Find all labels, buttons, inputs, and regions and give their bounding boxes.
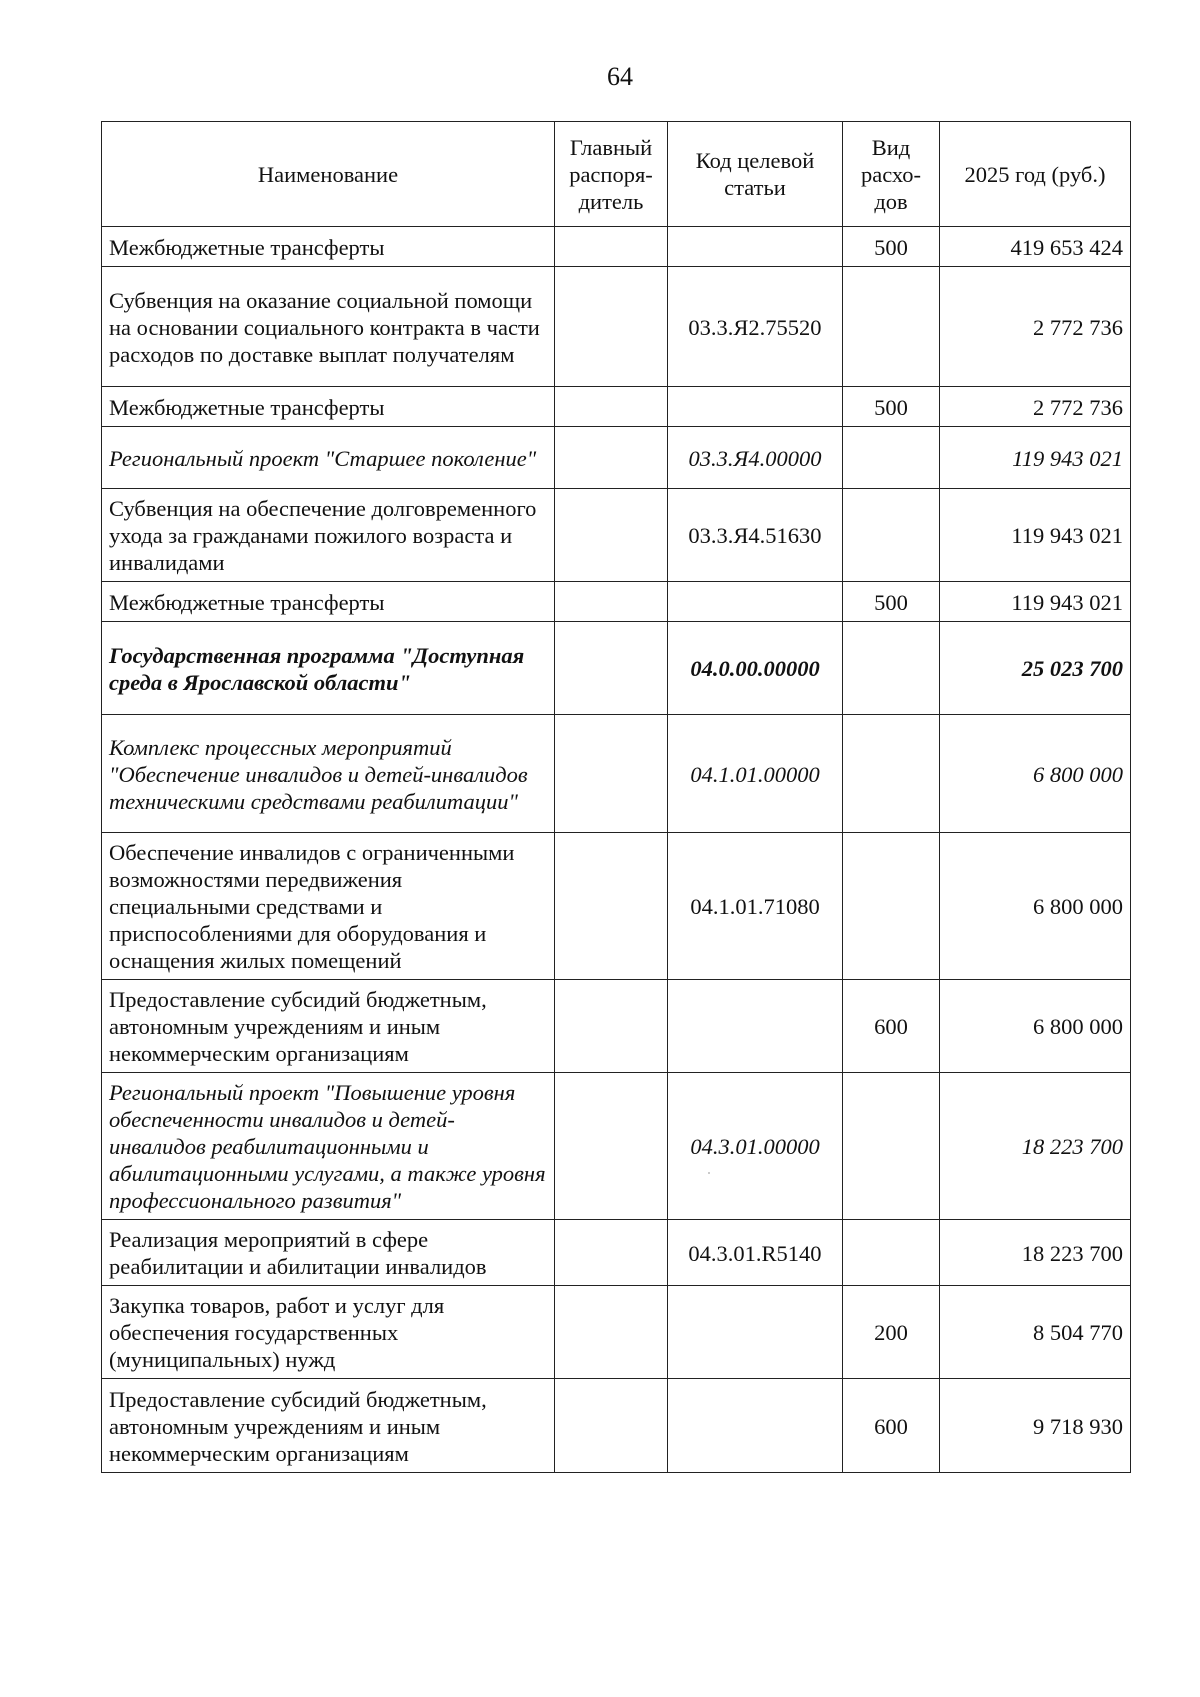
row-admin-cell [555, 1073, 668, 1220]
row-amount-cell: 6 800 000 [940, 833, 1131, 980]
row-amount-cell: 18 223 700 [940, 1220, 1131, 1286]
row-name-cell: Региональный проект "Повышение уровня обеспеченности инвалидов и детей-инвалидов реабилитационными и абилитационными услугами, а также уровня профессионального развития" [102, 1073, 555, 1220]
row-name-cell: Предоставление субсидий бюджетным, автономным учреждениям и иным некоммерческим организациям [102, 980, 555, 1073]
row-amount-cell: 119 943 021 [940, 582, 1131, 622]
row-code-cell: 04.3.01.R5140 [668, 1220, 843, 1286]
table-row [102, 267, 1131, 387]
row-admin-cell [555, 1286, 668, 1379]
row-amount-cell: 2 772 736 [940, 267, 1131, 387]
row-type-cell [843, 427, 940, 489]
row-admin-cell [555, 582, 668, 622]
row-type-cell: 500 [843, 387, 940, 427]
table-row [102, 582, 1131, 622]
row-name-cell: Межбюджетные трансферты [102, 582, 555, 622]
row-type-cell [843, 715, 940, 833]
row-code-cell: 04.3.01.00000 [668, 1073, 843, 1220]
row-type-cell: 200 [843, 1286, 940, 1379]
row-type-cell [843, 1220, 940, 1286]
row-type-cell [843, 489, 940, 582]
row-code-cell [668, 1286, 843, 1379]
row-code-cell: 04.0.00.00000 [668, 622, 843, 715]
row-name-cell: Субвенция на оказание социальной помощи на основании социального контракта в части расходов по доставке выплат получателям [102, 267, 555, 387]
row-code-cell [668, 227, 843, 267]
row-admin-cell [555, 622, 668, 715]
table-row [102, 387, 1131, 427]
row-code-cell [668, 980, 843, 1073]
table-row [102, 1220, 1131, 1286]
row-amount-cell: 6 800 000 [940, 715, 1131, 833]
row-name-cell: Государственная программа "Доступная среда в Ярославской области" [102, 622, 555, 715]
row-admin-cell [555, 1220, 668, 1286]
row-code-cell: 04.1.01.71080 [668, 833, 843, 980]
row-amount-cell: 18 223 700 [940, 1073, 1131, 1220]
table-row [102, 622, 1131, 715]
table-row [102, 1379, 1131, 1473]
row-admin-cell [555, 980, 668, 1073]
table-row [102, 489, 1131, 582]
table-row [102, 1286, 1131, 1379]
row-name-cell: Комплекс процессных мероприятий "Обеспечение инвалидов и детей-инвалидов техническими средствами реабилитации" [102, 715, 555, 833]
row-amount-cell: 9 718 930 [940, 1379, 1131, 1473]
row-code-cell: 04.1.01.00000 [668, 715, 843, 833]
row-admin-cell [555, 1379, 668, 1473]
budget-table [101, 121, 1131, 1473]
row-admin-cell [555, 427, 668, 489]
row-code-cell [668, 582, 843, 622]
header-amount: 2025 год (руб.) [940, 122, 1131, 227]
row-amount-cell: 8 504 770 [940, 1286, 1131, 1379]
row-type-cell [843, 267, 940, 387]
row-admin-cell [555, 715, 668, 833]
row-name-cell: Межбюджетные трансферты [102, 227, 555, 267]
table-row [102, 227, 1131, 267]
row-type-cell [843, 1073, 940, 1220]
row-admin-cell [555, 489, 668, 582]
row-type-cell: 600 [843, 1379, 940, 1473]
row-admin-cell [555, 227, 668, 267]
header-admin: Главный распоря-дитель [555, 122, 668, 227]
row-name-cell: Региональный проект "Старшее поколение" [102, 427, 555, 489]
row-amount-cell: 6 800 000 [940, 980, 1131, 1073]
row-code-cell [668, 1379, 843, 1473]
row-name-cell: Предоставление субсидий бюджетным, автономным учреждениям и иным некоммерческим организациям [102, 1379, 555, 1473]
row-code-cell: 03.3.Я4.51630 [668, 489, 843, 582]
table-body [102, 227, 1131, 1473]
row-admin-cell [555, 267, 668, 387]
table-row [102, 715, 1131, 833]
row-type-cell [843, 833, 940, 980]
row-type-cell [843, 622, 940, 715]
page-number: 64 [607, 62, 633, 91]
row-name-cell: Межбюджетные трансферты [102, 387, 555, 427]
row-type-cell: 600 [843, 980, 940, 1073]
row-name-cell: Реализация мероприятий в сфере реабилитации и абилитации инвалидов [102, 1220, 555, 1286]
header-code: Код целевой статьи [668, 122, 843, 227]
row-amount-cell: 119 943 021 [940, 427, 1131, 489]
scan-speck [708, 1172, 710, 1174]
header-name: Наименование [102, 122, 555, 227]
row-amount-cell: 119 943 021 [940, 489, 1131, 582]
row-amount-cell: 419 653 424 [940, 227, 1131, 267]
row-code-cell: 03.3.Я4.00000 [668, 427, 843, 489]
table-header-row [102, 122, 1131, 227]
row-name-cell: Субвенция на обеспечение долговременного ухода за гражданами пожилого возраста и инвалидами [102, 489, 555, 582]
row-name-cell: Закупка товаров, работ и услуг для обеспечения государственных (муниципальных) нужд [102, 1286, 555, 1379]
table-row [102, 1073, 1131, 1220]
table-row [102, 980, 1131, 1073]
row-admin-cell [555, 387, 668, 427]
table-row [102, 427, 1131, 489]
table-row [102, 833, 1131, 980]
row-type-cell: 500 [843, 227, 940, 267]
row-amount-cell: 2 772 736 [940, 387, 1131, 427]
row-type-cell: 500 [843, 582, 940, 622]
header-type: Вид расхо-дов [843, 122, 940, 227]
row-amount-cell: 25 023 700 [940, 622, 1131, 715]
row-name-cell: Обеспечение инвалидов с ограниченными возможностями передвижения специальными средствами и приспособлениями для оборудования и оснащения жилых помещений [102, 833, 555, 980]
row-code-cell [668, 387, 843, 427]
row-code-cell: 03.3.Я2.75520 [668, 267, 843, 387]
row-admin-cell [555, 833, 668, 980]
